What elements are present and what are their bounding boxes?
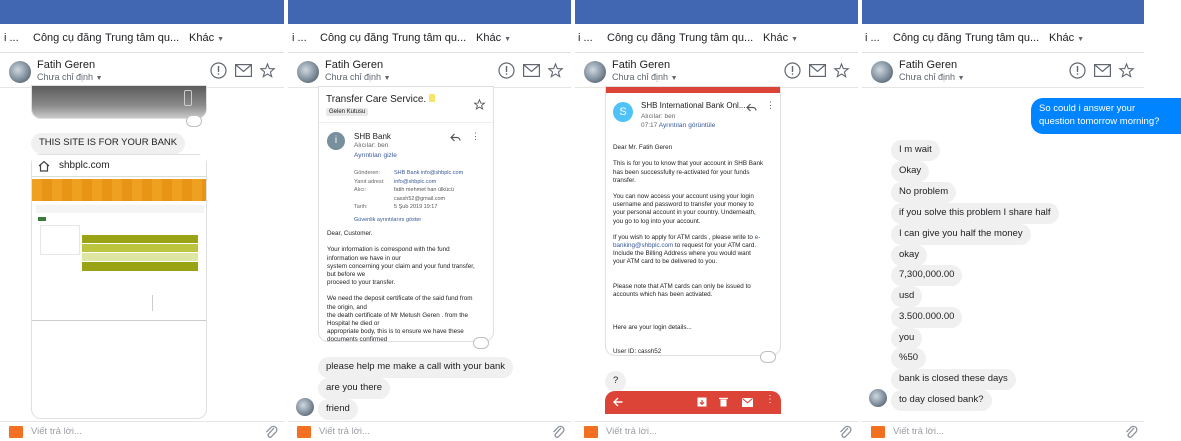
email-screenshot[interactable] [605,86,781,356]
email-body-part: Dear Mr. Fatih Geren This is for you to know that your account in SHB Bank has been successfully re-activated for your funds transfer. You can now access your account using your login username and password to transfer your money to your personal account in your country. Underneath, you go to log into your account. If you wish to apply for ATM cards , please write to [613,144,764,241]
sender-name: SHB International Bank Onl... [641,101,746,110]
reply-bar [862,421,1144,441]
more-vert-icon[interactable]: ⋮ [765,394,775,405]
shared-photo[interactable] [31,85,207,119]
page-logo [584,426,598,438]
paperclip-icon[interactable] [1124,424,1138,440]
top-bar [575,0,858,24]
from-value: SHB Bank info@shbplc.com [394,170,464,176]
mail-action-bar [605,391,781,414]
assignment-label: Chưa chỉ định [899,72,956,82]
site-nav [36,205,204,213]
menu-more[interactable] [189,32,224,44]
message-bubble: 7,300,000.00 [891,265,962,286]
avatar [869,389,887,407]
reply-input[interactable]: Viết trả lời... [893,426,944,437]
menu-center[interactable]: Trung tâm qu... [105,32,180,44]
mail-icon[interactable] [235,64,252,77]
reply-input[interactable]: Viết trả lời... [319,426,370,437]
reaction-icon[interactable] [186,115,202,127]
menu-tools[interactable]: Công cụ đăng [607,32,676,44]
browser-address-bar [32,155,206,177]
alert-icon[interactable] [498,62,515,79]
my-message-bubble: So could i answer your question tomorrow morning? [1031,98,1181,134]
mail-icon[interactable] [742,398,753,407]
account-table-row [82,244,198,252]
menu-center[interactable]: Trung tâm qu... [679,32,754,44]
reply-input[interactable]: Viết trả lời... [606,426,657,437]
menu-bar [862,27,1144,49]
page-logo [297,426,311,438]
header-actions [210,62,275,79]
email-link[interactable]: e-banking@shbplc.com [613,233,761,250]
menu-more[interactable] [1049,32,1084,44]
menu-more-label: Khác [1049,32,1075,44]
panel-conversation-1 [0,0,284,441]
menu-bar [0,27,284,49]
contact-name[interactable]: Fatih Geren [612,59,671,71]
menu-center[interactable]: Trung tâm qu... [965,32,1040,44]
assignment-status[interactable]: Chưa chỉ định ▼ [899,72,965,82]
avatar[interactable] [297,61,319,83]
menu-bar [288,27,571,49]
recipient-label: Alıcı: [354,187,367,194]
conversation-header [862,52,1144,88]
email-subject [326,94,435,105]
assignment-status[interactable]: Chưa chỉ định ▼ [37,72,103,82]
conversation-header [0,52,284,88]
assignment-status[interactable]: Chưa chỉ định ▼ [612,72,678,82]
top-bar [288,0,571,24]
avatar[interactable] [9,61,31,83]
account-table-row [82,262,198,271]
panel-conversation-4 [862,0,1160,441]
recipients: Alıcılar: ben [641,113,676,120]
assignment-label: Chưa chỉ định [325,72,382,82]
mail-icon[interactable] [809,64,826,77]
more-vert-icon[interactable]: ⋮ [471,131,480,141]
menu-more-label: Khác [476,32,502,44]
contact-name[interactable]: Fatih Geren [325,59,384,71]
shared-website-screenshot[interactable] [31,154,207,419]
paperclip-icon[interactable] [838,424,852,440]
message-bubble: %50 [891,348,926,369]
back-arrow-icon[interactable] [613,397,623,407]
assignment-label: Chưa chỉ định [37,72,94,82]
message-bubble: you [891,328,922,349]
panel-conversation-3 [575,0,858,441]
header-actions [784,62,849,79]
avatar[interactable] [871,61,893,83]
caret-down-icon: ▼ [791,36,799,43]
conversation-header [575,52,858,88]
label-tag-icon [429,94,435,102]
email-body-part: to request for your ATM card. Include the Billing Address where you would want your ATM card to be delivered to you. Please note that ATM cards can only be issued to accounts which has been activated. Here are your login details... User ID: cassh52 [613,242,757,356]
page-logo [9,426,23,438]
avatar [296,398,314,416]
caret-down-icon: ▼ [217,36,225,43]
page-logo [871,426,885,438]
reaction-icon[interactable] [760,351,776,363]
menu-cut-item[interactable]: i ... [865,32,880,44]
recipients: Alıcılar: ben [354,142,389,149]
email-screenshot[interactable] [318,86,494,342]
inbox-label: Gelen Kutusu [326,108,368,116]
message-bubble: please help me make a call with your bank [318,357,513,378]
message-bubble: usd [891,286,922,307]
menu-tools[interactable]: Công cụ đăng [893,32,962,44]
message-bubble: friend [318,399,358,420]
menu-tools[interactable]: Công cụ đăng [320,32,389,44]
reply-bar [0,421,284,441]
conversation-header [288,52,571,88]
message-bubble: I m wait [891,140,940,161]
menu-more[interactable] [476,32,511,44]
email-body: Dear, Customer. Your information is correspond with the fund information we have in our system concerning your claim and your fund transfer, but before we proceed to your transfer. We need the deposit certificate of the said fund from the origin, and the death certificate of Mr Metush Geren . from the Hospital he died or appropriate body, this is to ensure we have these documents confirmed [327,230,475,344]
menu-center[interactable]: Trung tâm qu... [392,32,467,44]
message-bubble: THIS SITE IS FOR YOUR BANK [31,133,185,154]
menu-bar [575,27,858,49]
header-actions [498,62,563,79]
sender-name: SHB Bank [354,132,391,141]
menu-cut-item[interactable]: i ... [578,32,593,44]
site-logo [38,217,46,221]
sender-avatar: S [613,102,633,122]
message-bubble: are you there [318,378,390,399]
message-bubble: bank is closed these days [891,369,1016,390]
sender-avatar: i [327,132,345,150]
hide-details-link[interactable]: Ayrıntıları gizle [354,152,397,159]
top-bar [0,0,284,24]
message-bubble: if you solve this problem I share half [891,203,1059,224]
alert-icon[interactable] [1069,62,1086,79]
recipient-value: fatih mehmet han ülkücü cassh52@gmail.com [394,187,454,202]
site-side-menu [40,225,80,255]
reply-bar [575,421,858,441]
mail-icon[interactable] [1094,64,1111,77]
reply-icon[interactable] [450,133,461,142]
alert-icon[interactable] [210,62,227,79]
mail-app-bar [606,87,780,93]
header-values [394,169,463,212]
device-detail [184,90,192,106]
caret-down-icon: ▼ [504,36,512,43]
email-body [613,144,783,356]
avatar[interactable] [584,61,606,83]
contact-name[interactable]: Fatih Geren [37,59,96,71]
star-icon[interactable] [260,63,275,78]
paperclip-icon[interactable] [551,424,565,440]
contact-name[interactable]: Fatih Geren [899,59,958,71]
message-bubble: 3.500.000.00 [891,307,962,328]
reaction-icon[interactable] [473,337,489,349]
date-label: Tarih: [354,204,368,211]
assignment-status[interactable]: Chưa chỉ định ▼ [325,72,391,82]
menu-cut-item[interactable]: i ... [4,32,19,44]
from-label: Gönderen: [354,170,380,176]
caret-down-icon: ▼ [1077,36,1085,43]
menu-tools[interactable]: Công cụ đăng [33,32,102,44]
site-banner [32,179,206,201]
scroll-mark [152,295,153,311]
menu-more-label: Khác [189,32,215,44]
message-bubble: okay [891,245,927,266]
trash-icon[interactable] [719,397,728,407]
reply-to-value: info@shbplc.com [394,178,437,185]
menu-more[interactable] [763,32,798,44]
alert-icon[interactable] [784,62,801,79]
menu-cut-item[interactable]: i ... [292,32,307,44]
reply-bar [288,421,571,441]
date-value: 5 Şub 2019 19:17 [394,204,438,211]
star-icon[interactable] [834,63,849,78]
site-footer-line [32,320,206,321]
header-actions [1069,62,1134,79]
message-bubble: I can give you half the money [891,224,1031,245]
reply-input[interactable]: Viết trả lời... [31,426,82,437]
star-icon[interactable] [1119,63,1134,78]
divider [319,122,493,123]
security-details-link[interactable]: Güvenlik ayrıntılarını göster [354,217,422,223]
reply-icon[interactable] [746,103,757,112]
account-table-row [82,253,198,261]
home-icon [38,160,50,172]
archive-icon[interactable] [697,397,707,407]
menu-more-label: Khác [763,32,789,44]
message-bubble: ? [605,371,626,392]
top-bar [862,0,1144,24]
mail-icon[interactable] [523,64,540,77]
reply-to-label: Yanıt adresi: [354,178,385,185]
header-labels [354,169,384,212]
send-time [641,122,715,129]
star-icon[interactable] [548,63,563,78]
url-text: shbplc.com [59,160,110,171]
message-bubble: No problem [891,182,956,203]
message-bubble: Okay [891,161,929,182]
more-vert-icon[interactable]: ⋮ [766,100,775,110]
message-bubble: to day closed bank? [891,390,992,411]
view-details-link[interactable]: Ayrıntıları görüntüle [658,122,716,129]
email-subject-text: Transfer Care Service. [326,94,427,105]
assignment-label: Chưa chỉ định [612,72,669,82]
account-table-header [82,235,198,243]
paperclip-icon[interactable] [264,424,278,440]
star-icon[interactable] [474,99,485,110]
time-text: 07:17 [641,122,658,129]
panel-conversation-2 [288,0,571,441]
